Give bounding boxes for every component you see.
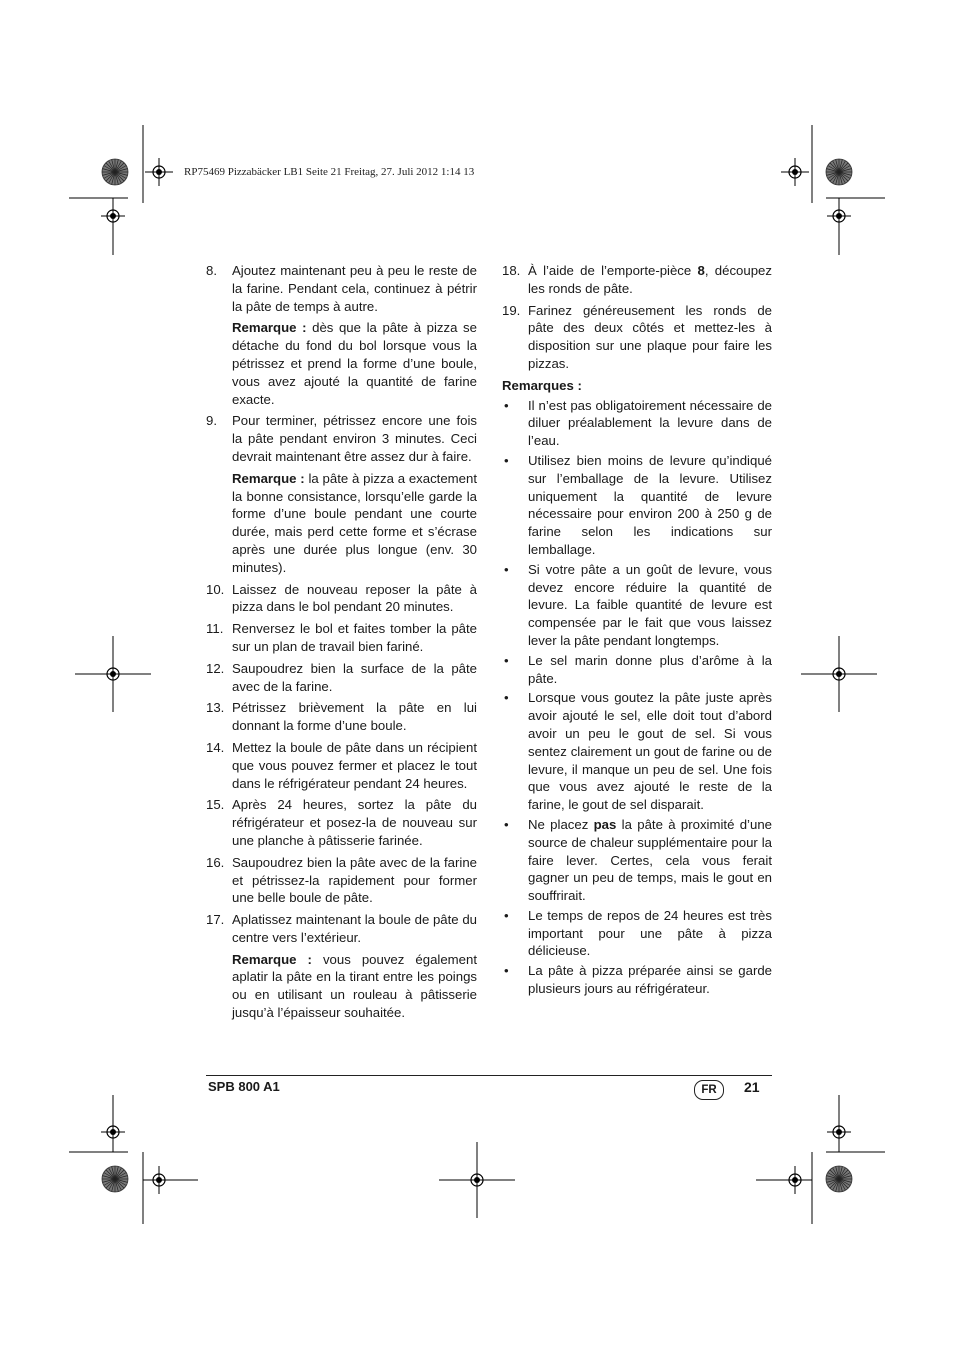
bullet-icon: • — [504, 816, 509, 832]
step-number: 12. — [206, 660, 225, 676]
bullet-icon: • — [504, 452, 509, 468]
remark-text: Ne placez pas la pâte à proximité d’une source de chaleur supplémentaire pour la faire lever. Certes, cela vous ferait gagner un peu de temps, mais le gout en souffrirait. — [528, 816, 772, 904]
remark-text: Utilisez bien moins de levure qu’indiqué sur l’emballage de la levure. Utilisez uniquement la quantité de levure nécessaire pour environ 200 à 250 g de farine selon les indications sur lemballage. — [528, 452, 772, 557]
model-label: SPB 800 A1 — [208, 1079, 280, 1094]
bullet-icon: • — [504, 561, 509, 577]
registration-dot — [792, 169, 798, 175]
step-number: 17. — [206, 912, 225, 928]
step-number: 19. — [502, 302, 521, 318]
step-text: Mettez la boule de pâte dans un récipient que vous pouvez fermer et placez le tout dans le réfrigérateur pendant 24 heures. — [232, 739, 477, 791]
page-number: 21 — [744, 1079, 760, 1095]
note-label: Remarque : — [232, 470, 305, 486]
remarks-heading: Remarques : — [502, 377, 582, 393]
remark-text: La pâte à pizza préparée ainsi se garde plusieurs jours au réfrigérateur. — [528, 963, 772, 997]
step-text: Après 24 heures, sortez la pâte du réfrigérateur et posez-la de nouveau sur une planche à pâtisserie farinée. — [232, 797, 477, 848]
step-number: 11. — [206, 621, 224, 637]
remarks-list — [502, 397, 772, 998]
step-number: 15. — [206, 797, 225, 813]
step-item — [206, 262, 477, 315]
remark-item — [502, 561, 772, 650]
step-text: Aplatissez maintenant la boule de pâte du centre vers l’extérieur. — [232, 912, 477, 945]
remark-item — [502, 816, 772, 905]
remark-item — [502, 689, 772, 814]
remark-text: Le temps de repos de 24 heures est très important pour une pâte à pizza délicieuse. — [528, 907, 772, 959]
step-item — [206, 412, 477, 465]
step-number: 18. — [502, 263, 521, 278]
remark-item — [502, 452, 772, 559]
step-text: Ajoutez maintenant peu à peu le reste de la farine. Pendant cela, continuez à pétrir la pâte de temps à autre. — [232, 263, 477, 314]
remark-item — [502, 962, 772, 998]
step-text: Saupoudrez bien la surface de la pâte avec de la farine. — [232, 660, 477, 694]
step-number: 13. — [206, 700, 225, 716]
note-label: Remarque : — [232, 320, 307, 336]
print-header: RP75469 Pizzabäcker LB1 Seite 21 Freitag, 27. Juli 2012 1:14 13 — [184, 166, 475, 178]
bullet-icon: • — [504, 652, 509, 668]
right-column — [502, 262, 772, 1000]
note-text: la pâte à pizza a exactement la bonne consistance, lorsqu’elle garde la forme d’une boule pendant une courte durée, mais perd cette forme et s’écrase après une durée plus longue (env. 30 minutes). — [232, 470, 477, 575]
step-number: 9. — [206, 413, 217, 429]
step-item — [206, 796, 477, 849]
remark-item — [502, 397, 772, 450]
bullet-icon: • — [504, 963, 509, 979]
step-text: Pour terminer, pétrissez encore une fois la pâte pendant environ 3 minutes. Ceci devrait maintenant être assez dur à faire. — [232, 413, 477, 464]
step-number: 8. — [206, 263, 217, 278]
registration-dot — [156, 169, 162, 175]
remark-text: Le sel marin donne plus d’arôme à la pâte. — [528, 652, 772, 686]
step-item — [206, 660, 477, 696]
step-text: Farinez généreusement les ronds de pâte des deux côtés et mettez-les à disposition sur une plaque pour faire les pizzas. — [528, 302, 772, 371]
note-text: vous pouvez également aplatir la pâte en la tirant entre les poings ou en utilisant un rouleau à pâtisserie jusqu’à l’épaisseur souhaitée. — [232, 951, 477, 1021]
remark-item — [502, 907, 772, 960]
note — [232, 951, 477, 1022]
step-text: Pétrissez brièvement la pâte en lui donnant la forme d’une boule. — [232, 700, 477, 734]
language-badge: FR — [694, 1080, 724, 1100]
step-18 — [502, 262, 772, 298]
step-text: À l’aide de l’emporte-pièce 8, découpez les ronds de pâte. — [528, 263, 772, 296]
bullet-icon: • — [504, 690, 509, 706]
remark-text: Si votre pâte a un goût de levure, vous devez encore réduire la quantité de levure. La faible quantité de levure est compensée par le fait que vous laissez lever la pâte pendant longtemps. — [528, 561, 772, 648]
note-label: Remarque : — [232, 951, 312, 967]
step-text: Laissez de nouveau reposer la pâte à pizza dans le bol pendant 20 minutes. — [232, 581, 477, 615]
note-text: dès que la pâte à pizza se détache du fond du bol lorsque vous la pétrissez et prend la forme d’une boule, vous avez ajouté la quantité de farine exacte. — [232, 320, 477, 407]
step-number: 10. — [206, 581, 225, 597]
step-number: 14. — [206, 739, 225, 755]
step-19 — [502, 302, 772, 373]
remark-text: Il n’est pas obligatoirement nécessaire de diluer préalablement la levure dans de l’eau. — [528, 397, 772, 449]
step-number: 16. — [206, 854, 225, 870]
bullet-icon: • — [504, 397, 509, 413]
step-item — [206, 854, 477, 907]
step-item — [206, 739, 477, 792]
step-item — [206, 911, 477, 947]
step-item — [206, 699, 477, 735]
step-item — [206, 581, 477, 617]
note — [232, 470, 477, 577]
step-item — [206, 620, 477, 656]
step-text: Renversez le bol et faites tomber la pâte sur un plan de travail bien fariné. — [232, 621, 477, 654]
remark-item — [502, 652, 772, 688]
left-column — [206, 262, 477, 1026]
note — [232, 319, 477, 408]
step-text: Saupoudrez bien la pâte avec de la farine et pétrissez-la rapidement pour former une belle boule de pâte. — [232, 854, 477, 906]
remark-text: Lorsque vous goutez la pâte juste après avoir ajouté le sel, elle doit tout d’abord avoir un peu le gout de sel. Si vous sentez clairement un gout de farine ou de levure, il manque un peu de sel. Une fois que vous avez ajouté le reste de la farine, le gout de sel disparait. — [528, 690, 772, 813]
bullet-icon: • — [504, 907, 509, 923]
footer-rule — [206, 1075, 772, 1076]
